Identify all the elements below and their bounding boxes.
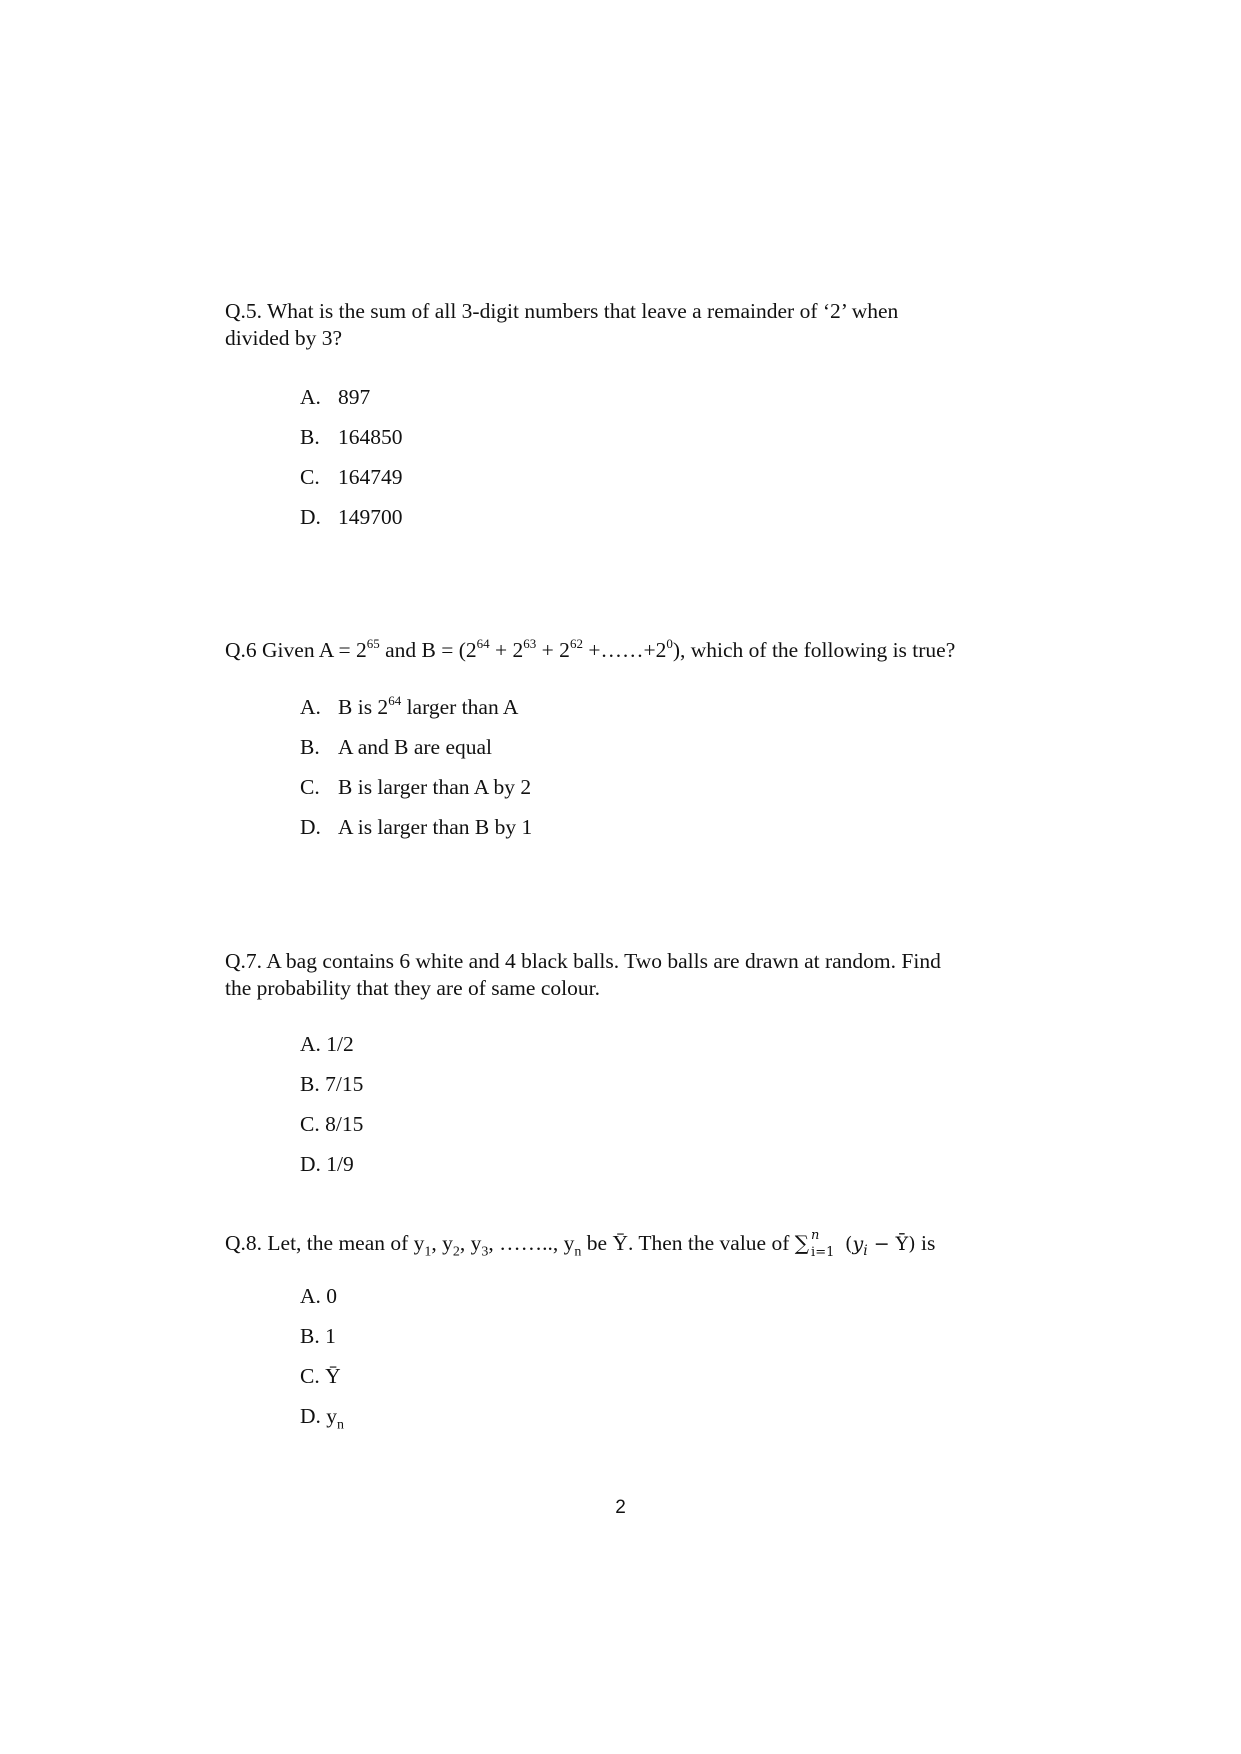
option-b: B. 164850 xyxy=(300,425,403,449)
option-d: D. $y_n$ xyxy=(300,1404,345,1433)
option-c: C. 164749 xyxy=(300,465,403,489)
summation-symbol: ∑ xyxy=(794,1231,810,1255)
option-a: A. 1/2 xyxy=(300,1032,354,1056)
question-5-text-line2: divided by 3? xyxy=(225,326,343,350)
option-a: A. 0 xyxy=(300,1284,338,1308)
option-a: A. 897 xyxy=(300,385,371,409)
option-b: B. 7/15 xyxy=(300,1072,364,1096)
question-6-options xyxy=(300,694,532,854)
option-b: B. A and B are equal xyxy=(300,735,493,759)
page-number: 2 xyxy=(615,1497,626,1518)
question-5-options xyxy=(300,384,403,544)
option-c: C. Ȳ xyxy=(300,1364,341,1388)
question-7 xyxy=(225,948,1025,1002)
question-7-text-line2: the probability that they are of same colour. xyxy=(225,976,600,1000)
summation-limits: n i=1 xyxy=(811,1228,835,1260)
question-5 xyxy=(225,298,1025,352)
option-c: C. B is larger than A by 2 xyxy=(300,775,532,799)
summation-expression: ($y_i$ − Ȳ) xyxy=(845,1233,916,1259)
option-c: C. 8/15 xyxy=(300,1112,364,1136)
option-d: D. A is larger than B by 1 xyxy=(300,815,533,839)
question-8: Q.8. Let, the mean of $y_1$, $y_2$, $y_3$, …….., $y_n$ be Ȳ. Then the value of ∑ n i=1 ($y_i$ − Ȳ) is xyxy=(225,1228,936,1260)
question-8-options xyxy=(300,1283,344,1443)
question-6: Q.6 Given $A = 2^{65}$ and $B = (2^{64} + 2^{63} + 2^{62}$ $+\dots\dots+2^0$), which of the following is true? xyxy=(225,635,956,662)
question-7-text-line1: Q.7. A bag contains 6 white and 4 black balls. Two balls are drawn at random. Find xyxy=(225,949,941,973)
option-a: A. B is $2^{64}$ larger than A xyxy=(300,692,519,719)
question-5-text-line1: Q.5. What is the sum of all 3-digit numbers that leave a remainder of ‘2’ when xyxy=(225,299,899,323)
question-7-options xyxy=(300,1031,363,1191)
option-d: D. 149700 xyxy=(300,505,403,529)
option-b: B. 1 xyxy=(300,1324,336,1348)
option-d: D. 1/9 xyxy=(300,1152,354,1176)
